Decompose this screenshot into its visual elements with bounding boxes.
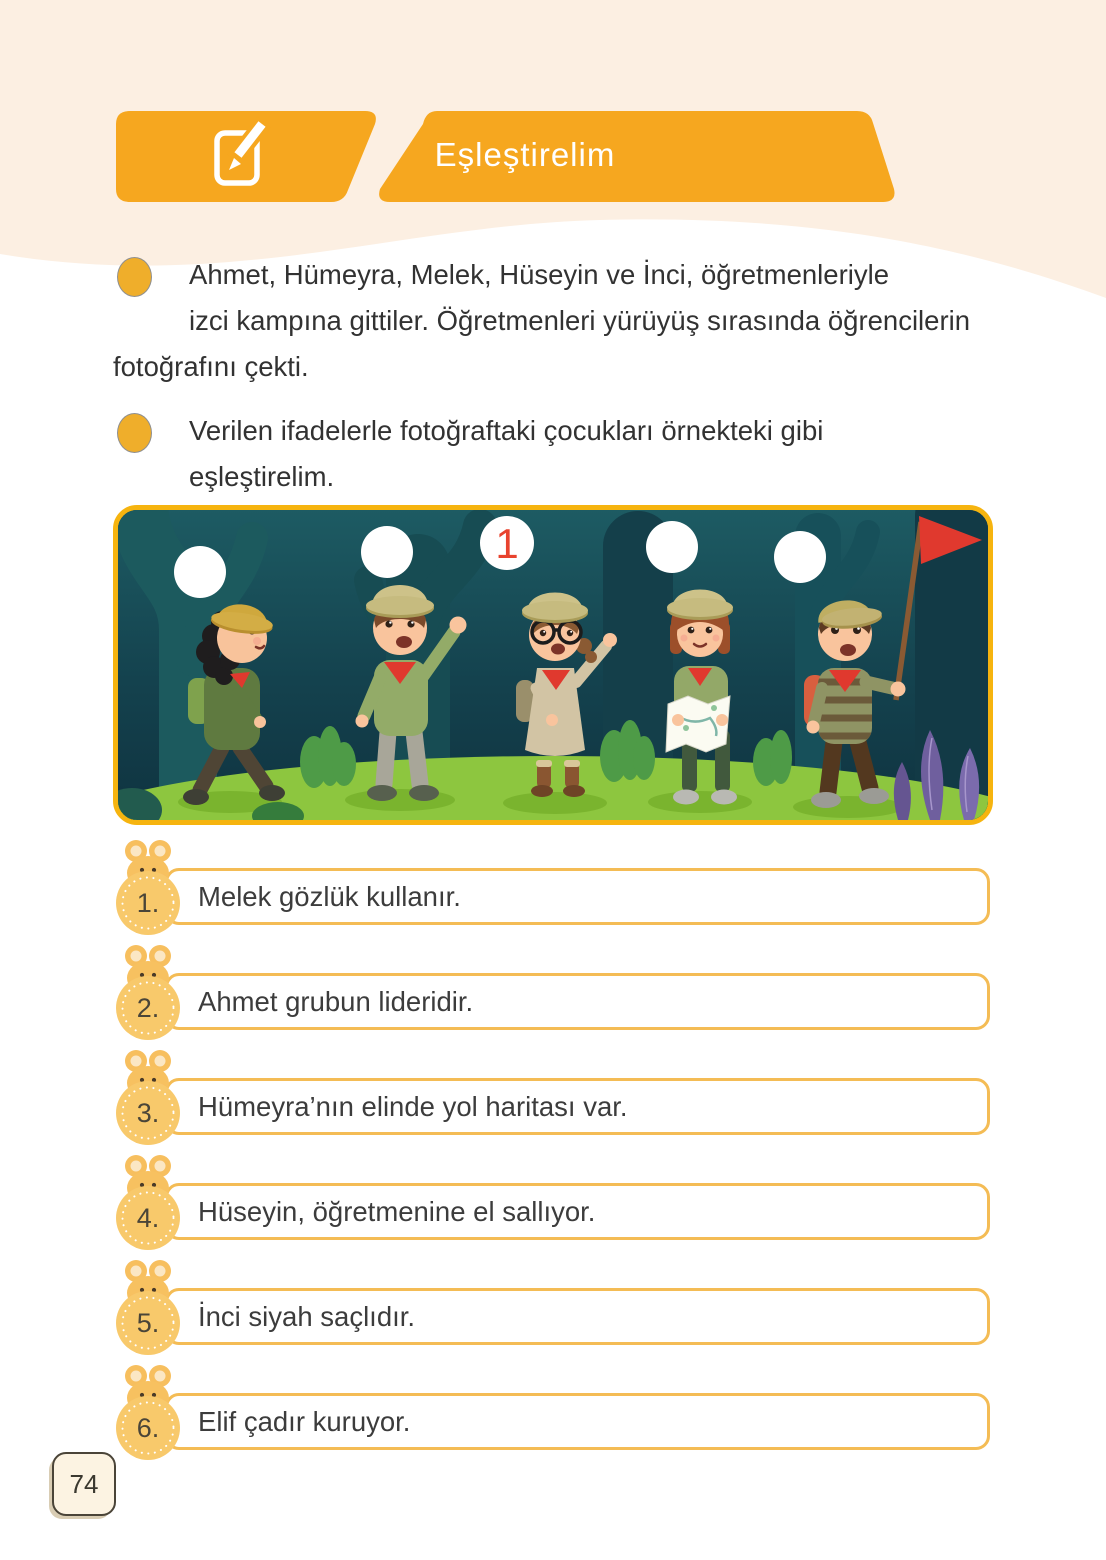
mouse-number-badge — [110, 1049, 186, 1149]
bullet-icon — [117, 413, 152, 453]
mouse-number-badge — [110, 839, 186, 939]
waving-hand — [450, 617, 467, 634]
example-answer-number: 1 — [495, 520, 519, 567]
scout-photo-illustration — [113, 505, 993, 825]
intro-line: eşleştirelim. — [189, 461, 335, 492]
statement-row[interactable] — [136, 973, 990, 1030]
statement-text: İnci siyah saçlıdır. — [198, 1300, 416, 1332]
mouse-number-badge — [110, 1364, 186, 1464]
answer-slot[interactable] — [174, 546, 226, 598]
statement-row[interactable] — [136, 868, 990, 925]
statement-number: 1. — [136, 888, 160, 918]
mouse-number-badge — [110, 1259, 186, 1359]
statement-number: 6. — [136, 1413, 160, 1443]
page-title: Eşleştirelim — [434, 136, 616, 173]
hand-on-pole — [891, 682, 906, 697]
statement-text: Elif çadır kuruyor. — [198, 1405, 411, 1437]
statement-text: Hüseyin, öğretmenine el sallıyor. — [198, 1195, 596, 1227]
page-number: 74 — [69, 1468, 99, 1499]
intro-line: Verilen ifadelerle fotoğraftaki çocukları örnekteki gibi — [189, 415, 824, 446]
intro-line: fotoğrafını çekti. — [113, 351, 309, 382]
intro-paragraph-1 — [113, 252, 1013, 390]
answer-slot[interactable] — [361, 526, 413, 578]
mouse-number-badge — [110, 944, 186, 1044]
statement-row[interactable] — [136, 1078, 990, 1135]
statement-number: 3. — [136, 1098, 160, 1128]
statement-number: 4. — [136, 1203, 160, 1233]
statements-list — [113, 868, 993, 1498]
statement-number: 2. — [136, 993, 160, 1023]
statement-row[interactable] — [136, 1183, 990, 1240]
page-number-badge — [52, 1452, 116, 1516]
bullet-icon — [117, 257, 152, 297]
statement-number: 5. — [136, 1308, 160, 1338]
intro-line: Ahmet, Hümeyra, Melek, Hüseyin ve İnci, öğretmenleriyle — [189, 259, 889, 290]
statement-row[interactable] — [136, 1393, 990, 1450]
statement-row[interactable] — [136, 1288, 990, 1345]
intro-line: izci kampına gittiler. Öğretmenleri yürüyüş sırasında öğrencilerin — [189, 305, 971, 336]
waving-hand — [603, 633, 617, 647]
statement-text: Melek gözlük kullanır. — [198, 880, 461, 912]
answer-slot[interactable] — [646, 521, 698, 573]
intro-paragraph-2 — [113, 408, 1013, 500]
answer-slot[interactable] — [774, 531, 826, 583]
statement-text: Hümeyra’nın elinde yol haritası var. — [198, 1090, 628, 1122]
mouse-number-badge — [110, 1154, 186, 1254]
statement-text: Ahmet grubun lideridir. — [198, 985, 474, 1017]
